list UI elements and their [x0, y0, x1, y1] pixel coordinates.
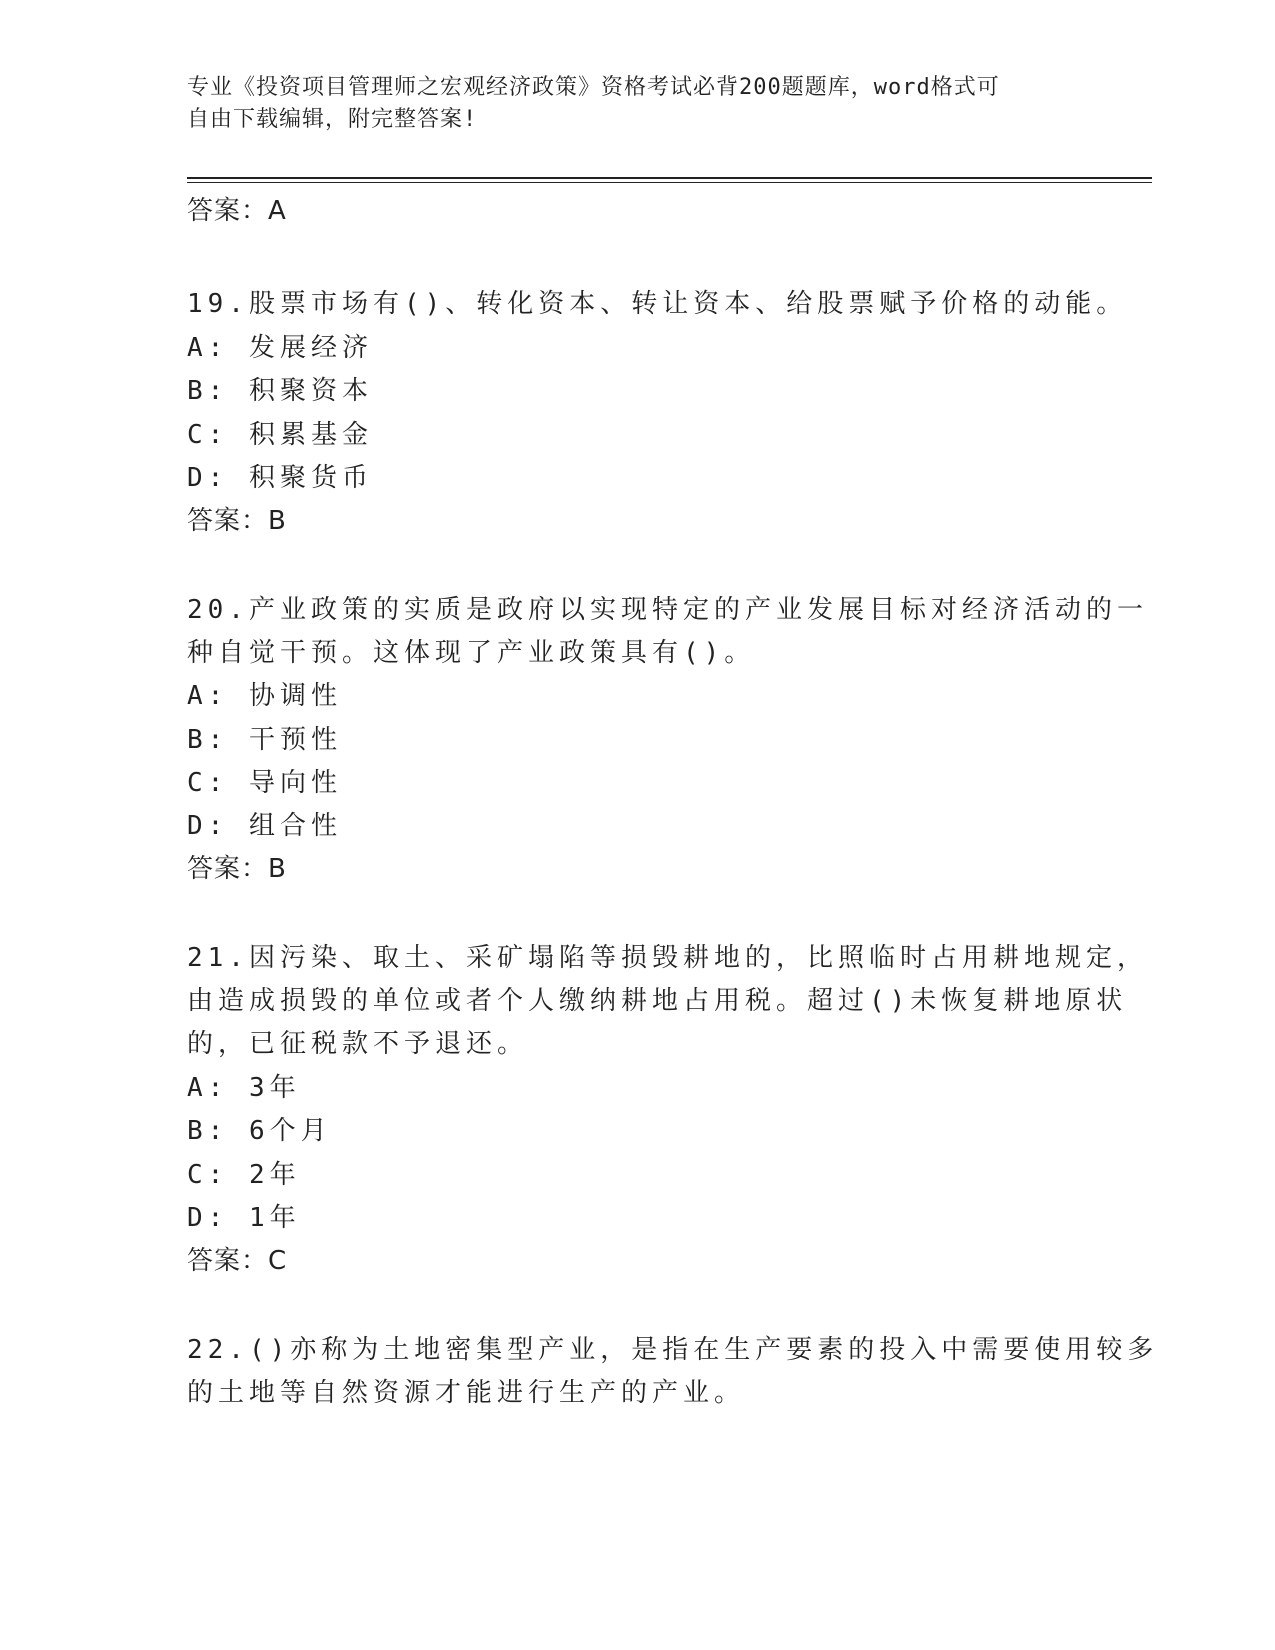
answer-previous: 答案：A — [187, 196, 287, 226]
q19-option-c: C: 积累基金 — [187, 420, 373, 450]
question-21-line-2: 由造成损毁的单位或者个人缴纳耕地占用税。超过()未恢复耕地原状 — [187, 986, 1128, 1016]
q20-option-c: C: 导向性 — [187, 768, 342, 798]
q19-option-a: A: 发展经济 — [187, 333, 373, 363]
header-line-2: 自由下载编辑，附完整答案! — [187, 107, 478, 132]
question-21-line-3: 的，已征税款不予退还。 — [187, 1029, 529, 1059]
document-header — [187, 72, 1067, 136]
q19-option-b: B: 积聚资本 — [187, 376, 373, 406]
question-20-line-1: 20.产业政策的实质是政府以实现特定的产业发展目标对经济活动的一 — [187, 595, 1148, 625]
header-divider-thin — [187, 182, 1152, 183]
header-divider — [187, 177, 1152, 179]
q20-option-b: B: 干预性 — [187, 725, 342, 755]
q19-option-d: D: 积聚货币 — [187, 463, 373, 493]
question-22-line-2: 的土地等自然资源才能进行生产的产业。 — [187, 1378, 746, 1408]
q21-option-a: A: 3年 — [187, 1073, 301, 1103]
q20-option-a: A: 协调性 — [187, 681, 342, 711]
header-line-1: 专业《投资项目管理师之宏观经济政策》资格考试必背200题题库，word格式可 — [187, 75, 1000, 100]
q20-option-d: D: 组合性 — [187, 811, 342, 841]
q19-answer: 答案：B — [187, 506, 287, 536]
q21-option-d: D: 1年 — [187, 1203, 301, 1233]
q21-option-b: B: 6个月 — [187, 1116, 332, 1146]
q20-answer: 答案：B — [187, 854, 287, 884]
q21-answer: 答案：C — [187, 1246, 288, 1276]
q21-option-c: C: 2年 — [187, 1160, 301, 1190]
question-22-line-1: 22.()亦称为土地密集型产业，是指在生产要素的投入中需要使用较多 — [187, 1335, 1159, 1365]
question-21-line-1: 21.因污染、取土、采矿塌陷等损毁耕地的，比照临时占用耕地规定， — [187, 943, 1148, 973]
question-20-line-2: 种自觉干预。这体现了产业政策具有()。 — [187, 638, 756, 668]
question-19: 19.股票市场有()、转化资本、转让资本、给股票赋予价格的动能。 — [187, 289, 1128, 319]
